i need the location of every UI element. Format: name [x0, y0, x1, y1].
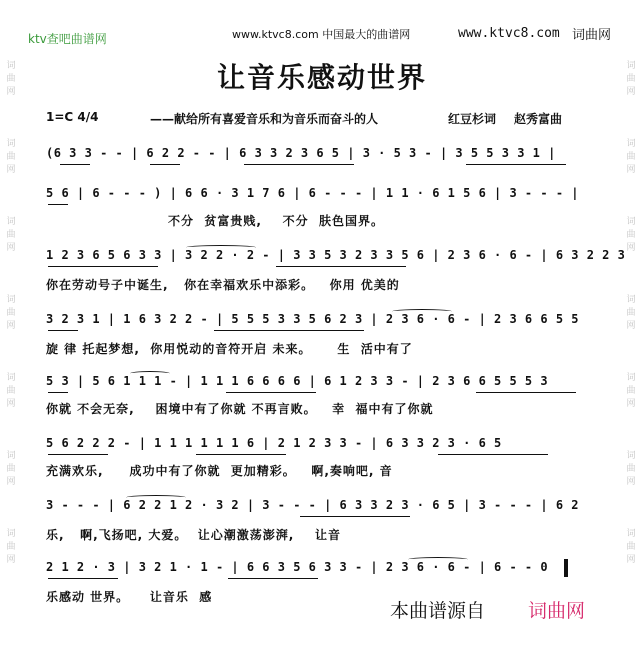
lyric-row-6: 充满欢乐, 成功中有了你就 更加精彩。 啊,奏响吧, 音: [46, 464, 393, 478]
beam-line: [300, 516, 410, 517]
beam-line: [466, 164, 566, 165]
beam-line: [276, 266, 406, 267]
lyric-row-3: 你在劳动号子中诞生, 你在幸福欢乐中添彩。 你用 优美的: [46, 278, 400, 292]
beam-line: [60, 164, 90, 165]
watermark-right: 词 曲 网 词 曲 网 词 曲 网 词 曲 网 词 曲 网 词 曲 网 词 曲 网: [626, 61, 636, 565]
score-row-7: 3 - - - | 6 2 2 1 2 · 3 2 | 3 - - - | 6 3 3 2 3 · 6 5 | 3 - - - | 6 2: [46, 498, 579, 512]
beam-line: [196, 454, 286, 455]
site-url-right: www.ktvc8.com: [458, 26, 560, 41]
lyric-row-7: 乐, 啊,飞扬吧, 大爱。 让心潮激荡澎湃, 让音: [46, 528, 342, 542]
lyric-row-4: 旋 律 托起梦想, 你用悦动的音符开启 未来。 生 活中有了: [46, 342, 413, 356]
score-row-3: 1 2 3 6 5 6 3 3 | 3 2 2 · 2 - | 3 3 5 3 2 3 3 5 6 | 2 3 6 · 6 - | 6 3 2 2 3: [46, 248, 626, 262]
site-name-left: ktv查吧曲谱网: [28, 32, 107, 46]
beam-line: [244, 164, 354, 165]
beam-line: [48, 204, 68, 205]
beam-line: [48, 266, 158, 267]
beam-line: [48, 330, 78, 331]
slur-mark: [392, 309, 452, 314]
score-row-8: 2 1 2 · 3 | 3 2 1 · 1 - | 6 6 3 5 6 3 3 - | 2 3 6 · 6 - | 6 - - 0: [46, 560, 549, 574]
beam-line: [48, 454, 108, 455]
slur-mark: [186, 245, 256, 250]
slur-mark: [126, 495, 186, 500]
final-barline: [564, 559, 568, 577]
composer: 赵秀富曲: [514, 112, 563, 126]
lyric-row-8: 乐感动 世界。 让音乐 感: [46, 590, 213, 604]
beam-line: [438, 454, 548, 455]
beam-line: [228, 578, 318, 579]
beam-line: [150, 164, 180, 165]
beam-line: [476, 392, 576, 393]
song-title: 让音乐感动世界: [216, 61, 427, 94]
lyric-row-2: 不分 贫富贵贱, 不分 肤色国界。: [168, 214, 384, 228]
score-row-6: 5 6 2 2 2 - | 1 1 1 1 1 1 6 | 2 1 2 3 3 - | 6 3 3 2 3 · 6 5: [46, 436, 502, 450]
source-brand: 词曲网: [528, 600, 586, 622]
slur-mark: [408, 557, 468, 562]
lyric-row-5: 你就 不会无奈, 困境中有了你就 不再言败。 幸 福中有了你就: [46, 402, 434, 416]
watermark-left: 词 曲 网 词 曲 网 词 曲 网 词 曲 网 词 曲 网 词 曲 网 词 曲 网: [6, 61, 16, 565]
score-row-4: 3 2 3 1 | 1 6 3 2 2 - | 5 5 5 3 3 5 6 2 3 | 2 3 6 · 6 - | 2 3 6 6 5 5: [46, 312, 579, 326]
beam-line: [214, 330, 364, 331]
site-brand-right: 词曲网: [572, 28, 612, 43]
source-label: 本曲谱源自: [390, 600, 486, 622]
dedication: ——献给所有喜爱音乐和为音乐而奋斗的人: [150, 112, 379, 126]
lyricist: 红豆杉词: [448, 112, 497, 126]
slur-mark: [130, 371, 170, 376]
score-row-2: 5 6 | 6 - - - ) | 6 6 · 3 1 7 6 | 6 - - - | 1 1 · 6 1 5 6 | 3 - - - |: [46, 186, 579, 200]
score-row-5: 5 3 | 5 6 1 1 1 - | 1 1 1 6 6 6 6 | 6 1 2 3 3 - | 2 3 6 6 5 5 5 3: [46, 374, 549, 388]
beam-line: [226, 392, 316, 393]
site-url-center: www.ktvc8.com 中国最大的曲谱网: [232, 28, 411, 41]
key-signature: 1=C 4/4: [46, 110, 99, 124]
beam-line: [48, 392, 68, 393]
score-row-1: (6 3 3 - - | 6 2 2 - - | 6 3 3 2 3 6 5 | 3 · 5 3 - | 3 5 5 3 3 1 |: [46, 146, 556, 160]
beam-line: [48, 578, 118, 579]
